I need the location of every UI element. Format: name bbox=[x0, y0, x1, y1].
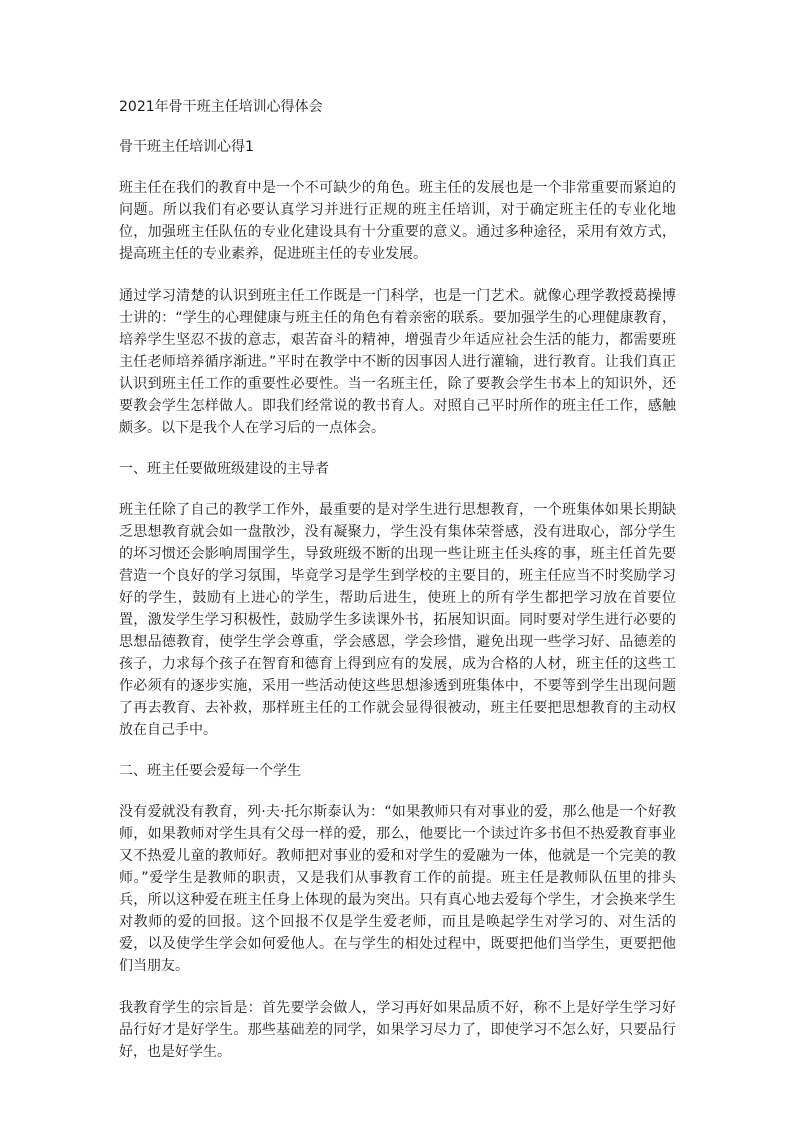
paragraph-learning: 通过学习清楚的认识到班主任工作既是一门科学，也是一门艺术。就像心理学教授葛操博士讲的：“学生的心理健康与班主任的角色有着亲密的联系。要加强学生的心理健康教育，培养学生坚忍不拔的意志，艰苦奋斗的精神，增强青少年适应社会生活的能力，都需要班主任老师培养循序渐进。”平时在教学中不断的因事因人进行灌输，进行教育。让我们真正认识到班主任工作的重要性必要性。当一名班主任，除了要教会学生书本上的知识外，还要教会学生怎样做人。即我们经常说的教书育人。对照自己平时所作的班主任工作，感触颇多。以下是我个人在学习后的一点体会。 bbox=[119, 288, 676, 436]
section-title: 骨干班主任培训心得1 bbox=[119, 139, 254, 155]
paragraph-love-students: 没有爱就没有教育，列·夫·托尔斯泰认为：“如果教师只有对事业的爱，那么他是一个好教师，如果教师对学生具有父母一样的爱，那么，他要比一个读过许多书但不热爱教育事业又不热爱儿童的教师好。教师把对事业的爱和对学生的爱融为一体，他就是一个完美的教师。”爱学生是教师的职责，又是我们从事教育工作的前提。班主任是教师队伍里的排头兵，所以这种爱在班主任身上体现的最为突出。只有真心地去爱每个学生，才会换来学生对教师的爱的回报。这个回报不仅是学生爱老师，而且是唤起学生对学习的、对生活的爱，以及使学生学会如何爱他人。在与学生的相处过程中，既要把他们当学生，更要把他们当朋友。 bbox=[119, 804, 676, 974]
paragraph-class-leader: 班主任除了自己的教学工作外，最重要的是对学生进行思想教育，一个班集体如果长期缺乏思想教育就会如一盘散沙，没有凝聚力，学生没有集体荣誉感，没有进取心，部分学生的坏习惯还会影响周围学生，导致班级不断的出现一些让班主任头疼的事，班主任首先要营造一个良好的学习氛围，毕竟学习是学生到学校的主要目的，班主任应当不时奖励学习好的学生，鼓励有上进心的学生，帮助后进生，使班上的所有学生都把学习放在首要位置，激发学生学习积极性，鼓励学生多读课外书，拓展知识面。同时要对学生进行必要的思想品德教育，使学生学会尊重，学会感恩，学会珍惜，避免出现一些学习好、品德差的孩子，力求每个孩子在智育和德育上得到应有的发展，成为合格的人材，班主任的这些工作必须有的逐步实施，采用一些活动使这些思想渗透到班集体中，不要等到学生出现问题了再去教育、去补救，那样班主任的工作就会显得很被动，班主任要把思想教育的主动权放在自己手中。 bbox=[119, 502, 676, 738]
heading-class-leader: 一、班主任要做班级建设的主导者 bbox=[119, 461, 329, 477]
paragraph-education-purpose: 我教育学生的宗旨是：首先要学会做人，学习再好如果品质不好，称不上是好学生学习好品行好才是好学生。那些基础差的同学，如果学习尽力了，即使学习不怎么好，只要品行好，也是好学生。 bbox=[119, 1000, 676, 1060]
heading-love-students: 二、班主任要会爱每一个学生 bbox=[119, 763, 301, 779]
paragraph-intro: 班主任在我们的教育中是一个不可缺少的角色。班主任的发展也是一个非常重要而紧迫的问题。所以我们有必要认真学习并进行正规的班主任培训，对于确定班主任的专业化地位，加强班主任队伍的专业化建设具有十分重要的意义。通过多种途径，采用有效方式，提高班主任的专业素养，促进班主任的专业发展。 bbox=[119, 180, 676, 262]
document-title: 2021年骨干班主任培训心得体会 bbox=[119, 99, 323, 115]
